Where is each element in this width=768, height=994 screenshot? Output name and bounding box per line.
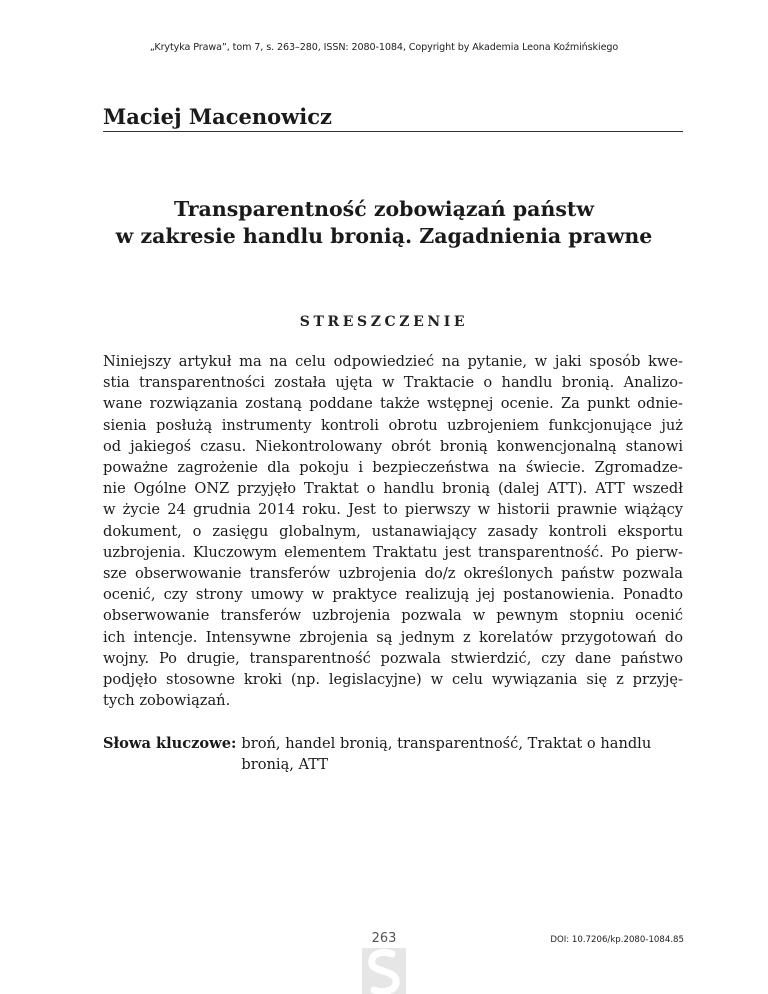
abstract-line: nie Ogólne ONZ przyjęło Traktat o handlu bronią (dalej ATT). ATT wszedł bbox=[103, 480, 683, 498]
keywords-values: broń, handel bronią, transparentność, Traktat o handlu bronią, ATT bbox=[241, 735, 652, 773]
article-title bbox=[60, 196, 708, 250]
journal-citation: „Krytyka Prawa”, tom 7, s. 263–280, ISSN: 2080-1084, Copyright by Akademia Leona Koźmińskiego bbox=[149, 42, 619, 53]
doi-link[interactable]: DOI: 10.7206/kp.2080-1084.85 bbox=[550, 935, 684, 945]
abstract-line: ocenić, czy strony umowy w praktyce realizują jej postanowienia. Ponadto bbox=[103, 586, 683, 604]
abstract-line: dokument, o zasięgu globalnym, ustanawiający zasady kontroli eksportu bbox=[103, 522, 683, 540]
article-title-line-1: Transparentność zobowiązań państw bbox=[173, 197, 595, 221]
abstract-line: ich intencje. Intensywne zbrojenia są jednym z korelatów przygotowań do bbox=[103, 628, 683, 646]
abstract-line: sienia posłużą instrumenty kontroli obrotu uzbrojeniem funkcjonujące już bbox=[103, 416, 683, 434]
abstract-line: obserwowanie transferów uzbrojenia pozwala w pewnym stopniu ocenić bbox=[103, 607, 683, 625]
abstract-line: w życie 24 grudnia 2014 roku. Jest to pierwszy w historii prawnie wiążący bbox=[103, 501, 683, 519]
abstract-line: od jakiegoś czasu. Niekontrolowany obrót bronią konwencjonalną stanowi bbox=[103, 437, 683, 455]
article-title-line-2: w zakresie handlu bronią. Zagadnienia prawne bbox=[115, 224, 653, 248]
publisher-s-logo-icon bbox=[362, 948, 406, 994]
abstract-line: wane rozwiązania zostaną poddane także wstępnej ocenie. Za punkt odnie- bbox=[103, 395, 683, 413]
author-name: Maciej Macenowicz bbox=[103, 104, 683, 132]
abstract-line: podjęło stosowne kroki (np. legislacyjne) w celu wywiązania się z przyję- bbox=[103, 671, 683, 689]
abstract-line: stia transparentności została ujęta w Traktacie o handlu bronią. Analizo- bbox=[103, 374, 683, 392]
abstract-line: Niniejszy artykuł ma na celu odpowiedzieć na pytanie, w jaki sposób kwe- bbox=[103, 353, 683, 370]
keywords-block bbox=[103, 733, 683, 775]
abstract-body bbox=[103, 351, 683, 711]
keywords-label: Słowa kluczowe: bbox=[103, 735, 237, 752]
abstract-line: tych zobowiązań. bbox=[103, 692, 231, 710]
abstract-heading: STRESZCZENIE bbox=[299, 314, 469, 330]
abstract-line: sze obserwowanie transferów uzbrojenia do/z określonych państw pozwala bbox=[103, 565, 683, 583]
abstract-line: poważne zagrożenie dla pokoju i bezpieczeństwa na świecie. Zgromadze- bbox=[103, 459, 683, 477]
abstract-line: wojny. Po drugie, transparentność pozwala stwierdzić, czy dane państwo bbox=[103, 649, 683, 667]
abstract-line: uzbrojenia. Kluczowym elementem Traktatu jest transparentność. Po pierw- bbox=[103, 543, 683, 561]
page-number: 263 bbox=[371, 931, 397, 946]
